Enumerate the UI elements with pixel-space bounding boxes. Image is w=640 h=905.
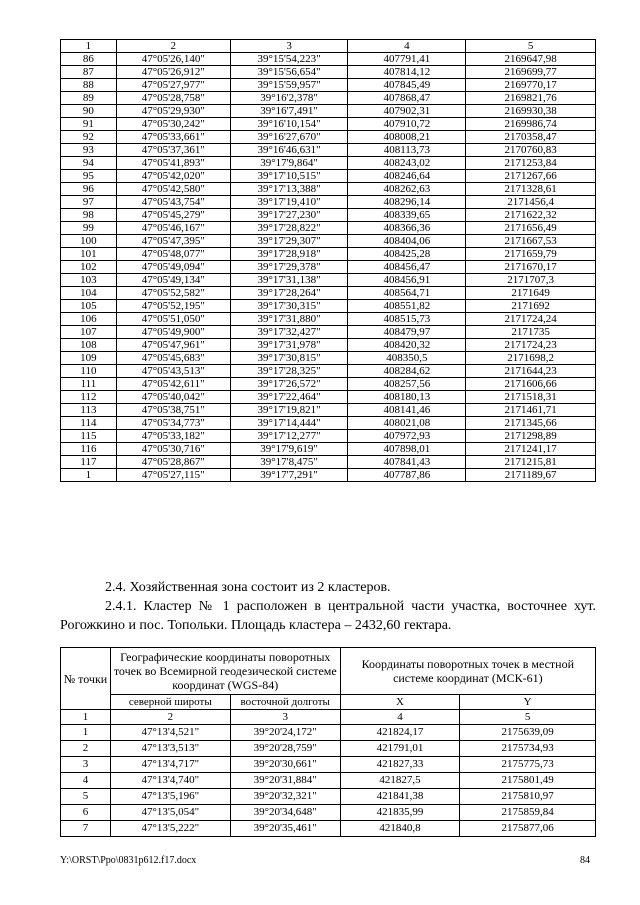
table-cell: 2171456,4	[466, 196, 596, 209]
table-cell: 2169647,98	[466, 53, 596, 66]
table-cell: 2175775,73	[460, 757, 596, 773]
table-cell: 39°20'32,321"	[230, 789, 340, 805]
table-cell: 39°16'10,154"	[230, 118, 348, 131]
table-cell: 91	[61, 118, 117, 131]
table-row	[61, 365, 596, 378]
table-row	[61, 209, 596, 222]
table-cell: 408113,73	[348, 144, 466, 157]
table-cell: 421827,5	[340, 773, 460, 789]
table-cell: 47°05'43,513"	[116, 365, 230, 378]
table-cell: 100	[61, 235, 117, 248]
table-cell: 421791,01	[340, 741, 460, 757]
x-header: X	[340, 695, 460, 710]
table-row	[61, 118, 596, 131]
table-cell: 2171692	[466, 300, 596, 313]
table-cell: 39°17'7,291"	[230, 469, 348, 482]
table-cell: 408564,71	[348, 287, 466, 300]
table-cell: 407787,86	[348, 469, 466, 482]
table-cell: 87	[61, 66, 117, 79]
table-cell: 39°17'14,444"	[230, 417, 348, 430]
col-number-header: 2	[116, 40, 230, 53]
table-cell: 408243,02	[348, 157, 466, 170]
table-row	[61, 404, 596, 417]
table-row	[61, 326, 596, 339]
table-cell: 47°05'42,611"	[116, 378, 230, 391]
table-cell: 2171215,81	[466, 456, 596, 469]
table-cell: 2171461,71	[466, 404, 596, 417]
table-cell: 47°05'52,582"	[116, 287, 230, 300]
table-cell: 47°13'5,222"	[110, 821, 230, 837]
table-cell: 6	[61, 805, 111, 821]
table-cell: 47°05'49,134"	[116, 274, 230, 287]
table-cell: 47°05'34,773"	[116, 417, 230, 430]
col-number-header: 1	[61, 710, 111, 725]
table-cell: 39°20'31,884"	[230, 773, 340, 789]
table-row	[61, 741, 596, 757]
table-cell: 89	[61, 92, 117, 105]
table-cell: 47°05'28,867"	[116, 456, 230, 469]
table-cell: 39°17'12,277"	[230, 430, 348, 443]
table-cell: 2171241,17	[466, 443, 596, 456]
table-row	[61, 443, 596, 456]
table-cell: 47°05'52,195"	[116, 300, 230, 313]
table-cell: 2169821,76	[466, 92, 596, 105]
table-cell: 47°05'33,661"	[116, 131, 230, 144]
table-cell: 39°20'24,172"	[230, 725, 340, 741]
table-row	[61, 300, 596, 313]
table-row	[61, 79, 596, 92]
table-cell: 1	[61, 725, 111, 741]
table-cell: 421841,38	[340, 789, 460, 805]
table-cell: 39°17'10,515"	[230, 170, 348, 183]
table-cell: 2170760,83	[466, 144, 596, 157]
table-cell: 47°05'27,977"	[116, 79, 230, 92]
table-cell: 47°13'3,513"	[110, 741, 230, 757]
table-cell: 408296,14	[348, 196, 466, 209]
table-cell: 408257,56	[348, 378, 466, 391]
table-cell: 2171345,66	[466, 417, 596, 430]
table-cell: 408350,5	[348, 352, 466, 365]
table-cell: 2171724,23	[466, 339, 596, 352]
table-cell: 408021,08	[348, 417, 466, 430]
table-cell: 47°05'49,900"	[116, 326, 230, 339]
table-cell: 90	[61, 105, 117, 118]
table-cell: 2171656,49	[466, 222, 596, 235]
table-cell: 47°05'40,042"	[116, 391, 230, 404]
table-cell: 2175734,93	[460, 741, 596, 757]
table-row	[61, 773, 596, 789]
table-row	[61, 222, 596, 235]
table-cell: 407910,72	[348, 118, 466, 131]
table-cell: 47°05'26,912"	[116, 66, 230, 79]
table-cell: 92	[61, 131, 117, 144]
table-cell: 421824,17	[340, 725, 460, 741]
y-header: Y	[460, 695, 596, 710]
table-cell: 47°05'41,893"	[116, 157, 230, 170]
table-cell: 408339,65	[348, 209, 466, 222]
table-cell: 47°05'47,395"	[116, 235, 230, 248]
col-number-header: 5	[460, 710, 596, 725]
table-cell: 47°05'45,279"	[116, 209, 230, 222]
table-row	[61, 105, 596, 118]
table-cell: 47°13'4,521"	[110, 725, 230, 741]
table-cell: 2171735	[466, 326, 596, 339]
table-cell: 39°17'30,315"	[230, 300, 348, 313]
table-cell: 99	[61, 222, 117, 235]
table-cell: 1	[61, 469, 117, 482]
table-row	[61, 183, 596, 196]
table-cell: 4	[61, 773, 111, 789]
table-row	[61, 391, 596, 404]
col-number-header: 2	[110, 710, 230, 725]
table-row	[61, 53, 596, 66]
cluster-1-coordinates-table	[60, 647, 596, 837]
table-cell: 2171667,53	[466, 235, 596, 248]
col-number-header: 1	[61, 40, 117, 53]
table-cell: 39°16'27,670"	[230, 131, 348, 144]
table-cell: 110	[61, 365, 117, 378]
table-cell: 39°17'19,821"	[230, 404, 348, 417]
geo-coords-header: Географические координаты поворотных точек во Всемирной геодезической системе координат (WGS-84)	[110, 648, 340, 695]
table-cell: 39°17'30,815"	[230, 352, 348, 365]
table-cell: 2171644,23	[466, 365, 596, 378]
table-cell: 407845,49	[348, 79, 466, 92]
table-cell: 47°05'42,580"	[116, 183, 230, 196]
table-cell: 39°17'27,230"	[230, 209, 348, 222]
table-cell: 47°05'43,754"	[116, 196, 230, 209]
table-cell: 47°05'47,961"	[116, 339, 230, 352]
table-cell: 39°17'29,378"	[230, 261, 348, 274]
table-cell: 408366,36	[348, 222, 466, 235]
table-cell: 94	[61, 157, 117, 170]
table-cell: 115	[61, 430, 117, 443]
col-number-header: 3	[230, 40, 348, 53]
table-cell: 39°17'28,822"	[230, 222, 348, 235]
table-cell: 407814,12	[348, 66, 466, 79]
table-cell: 2175639,09	[460, 725, 596, 741]
table-header-row	[61, 40, 596, 53]
table-row	[61, 352, 596, 365]
table-row	[61, 757, 596, 773]
table-cell: 39°20'28,759"	[230, 741, 340, 757]
table-cell: 2171253,84	[466, 157, 596, 170]
table-cell: 2175801,49	[460, 773, 596, 789]
table-cell: 47°05'30,242"	[116, 118, 230, 131]
table-cell: 39°17'22,464"	[230, 391, 348, 404]
table-cell: 47°13'5,054"	[110, 805, 230, 821]
table-cell: 106	[61, 313, 117, 326]
table-cell: 39°20'30,661"	[230, 757, 340, 773]
table-cell: 39°16'7,491"	[230, 105, 348, 118]
table-cell: 421840,8	[340, 821, 460, 837]
table-cell: 2171518,31	[466, 391, 596, 404]
table-cell: 88	[61, 79, 117, 92]
table-cell: 2171298,89	[466, 430, 596, 443]
table-cell: 408479,97	[348, 326, 466, 339]
table-cell: 2169930,38	[466, 105, 596, 118]
table-row	[61, 261, 596, 274]
section-2-4-text: 2.4. Хозяйственная зона состоит из 2 кластеров.	[105, 580, 391, 595]
footer-file-path: Y:\ORST\Ppo\0831p612.f17.docx	[60, 855, 197, 866]
table-cell: 39°17'19,410"	[230, 196, 348, 209]
table-cell: 47°05'33,182"	[116, 430, 230, 443]
table-cell: 47°05'38,751"	[116, 404, 230, 417]
table-cell: 39°17'26,572"	[230, 378, 348, 391]
table-row	[61, 821, 596, 837]
table-cell: 39°15'56,654"	[230, 66, 348, 79]
table-cell: 47°05'49,094"	[116, 261, 230, 274]
col-number-header: 4	[340, 710, 460, 725]
table-cell: 112	[61, 391, 117, 404]
table-cell: 47°05'27,115"	[116, 469, 230, 482]
table-row	[61, 144, 596, 157]
table-row	[61, 157, 596, 170]
table-cell: 2171189,67	[466, 469, 596, 482]
table-row	[61, 66, 596, 79]
table-cell: 407791,41	[348, 53, 466, 66]
table-cell: 2169699,77	[466, 66, 596, 79]
table-cell: 97	[61, 196, 117, 209]
table-cell: 47°13'4,740"	[110, 773, 230, 789]
table-cell: 111	[61, 378, 117, 391]
table-cell: 407972,93	[348, 430, 466, 443]
table-cell: 47°05'51,050"	[116, 313, 230, 326]
table-cell: 2175877,06	[460, 821, 596, 837]
table-row	[61, 417, 596, 430]
table-row	[61, 248, 596, 261]
table-cell: 407868,47	[348, 92, 466, 105]
table-cell: 39°17'31,880"	[230, 313, 348, 326]
table-cell: 408246,64	[348, 170, 466, 183]
table-cell: 2171659,79	[466, 248, 596, 261]
table-cell: 421827,33	[340, 757, 460, 773]
table-cell: 47°05'46,167"	[116, 222, 230, 235]
table-cell: 116	[61, 443, 117, 456]
table-row	[61, 313, 596, 326]
table-row	[61, 805, 596, 821]
table-cell: 47°13'4,717"	[110, 757, 230, 773]
table-cell: 408456,91	[348, 274, 466, 287]
table-row	[61, 196, 596, 209]
table-row	[61, 235, 596, 248]
table-row	[61, 725, 596, 741]
local-coords-header: Координаты поворотных точек в местной системе координат (МСК-61)	[340, 648, 595, 695]
longitude-header: восточной долготы	[230, 695, 340, 710]
table-cell: 3	[61, 757, 111, 773]
table-cell: 2175810,97	[460, 789, 596, 805]
table-row	[61, 92, 596, 105]
table-cell: 2171670,17	[466, 261, 596, 274]
table-cell: 47°05'28,758"	[116, 92, 230, 105]
table-cell: 39°17'28,325"	[230, 365, 348, 378]
table-cell: 103	[61, 274, 117, 287]
table-row	[61, 469, 596, 482]
table-cell: 105	[61, 300, 117, 313]
table-cell: 39°17'32,427"	[230, 326, 348, 339]
table-cell: 421835,99	[340, 805, 460, 821]
table-cell: 47°05'48,077"	[116, 248, 230, 261]
table-row	[61, 170, 596, 183]
table-cell: 2171328,61	[466, 183, 596, 196]
point-number-header: № точки	[61, 648, 111, 710]
col-number-header: 4	[348, 40, 466, 53]
table-cell: 39°17'29,307"	[230, 235, 348, 248]
table-cell: 39°15'59,957"	[230, 79, 348, 92]
table-cell: 39°15'54,223"	[230, 53, 348, 66]
table-cell: 108	[61, 339, 117, 352]
section-2-4-1-text: 2.4.1. Кластер № 1 расположен в центральной части участка, восточнее хут. Рогожкино и пос. Топольки. Площадь кластера – 2432,60 гектара.	[60, 599, 596, 633]
table-cell: 47°13'5,196"	[110, 789, 230, 805]
table-cell: 2	[61, 741, 111, 757]
table-cell: 2169770,17	[466, 79, 596, 92]
table-cell: 101	[61, 248, 117, 261]
table-cell: 117	[61, 456, 117, 469]
table-cell: 47°05'37,361"	[116, 144, 230, 157]
table-cell: 107	[61, 326, 117, 339]
table-cell: 5	[61, 789, 111, 805]
table-cell: 39°17'31,138"	[230, 274, 348, 287]
table-cell: 39°20'35,461"	[230, 821, 340, 837]
table-row	[61, 378, 596, 391]
table-cell: 109	[61, 352, 117, 365]
table-row	[61, 430, 596, 443]
table-cell: 86	[61, 53, 117, 66]
table-cell: 95	[61, 170, 117, 183]
table-cell: 408425,28	[348, 248, 466, 261]
table-cell: 408141,46	[348, 404, 466, 417]
table-cell: 39°17'9,864"	[230, 157, 348, 170]
table-cell: 114	[61, 417, 117, 430]
table-cell: 39°20'34,648"	[230, 805, 340, 821]
table-cell: 39°16'46,631"	[230, 144, 348, 157]
table-cell: 96	[61, 183, 117, 196]
table-cell: 2175859,84	[460, 805, 596, 821]
table-cell: 2171724,24	[466, 313, 596, 326]
table-cell: 39°17'9,619"	[230, 443, 348, 456]
page-number: 84	[580, 855, 590, 866]
table-cell: 93	[61, 144, 117, 157]
table-cell: 39°17'31,978"	[230, 339, 348, 352]
table-cell: 408456,47	[348, 261, 466, 274]
table-cell: 113	[61, 404, 117, 417]
table-cell: 102	[61, 261, 117, 274]
table-row	[61, 339, 596, 352]
table-cell: 2171622,32	[466, 209, 596, 222]
table-cell: 408262,63	[348, 183, 466, 196]
table-cell: 2171606,66	[466, 378, 596, 391]
table-cell: 408008,21	[348, 131, 466, 144]
table-row	[61, 131, 596, 144]
table-cell: 39°17'13,388"	[230, 183, 348, 196]
table-cell: 408284,62	[348, 365, 466, 378]
table-cell: 2171698,2	[466, 352, 596, 365]
table-cell: 39°16'2,378"	[230, 92, 348, 105]
table-cell: 47°05'29,930"	[116, 105, 230, 118]
table-row	[61, 456, 596, 469]
table-cell: 98	[61, 209, 117, 222]
table-cell: 408404,06	[348, 235, 466, 248]
table-cell: 407902,31	[348, 105, 466, 118]
table-cell: 2171267,66	[466, 170, 596, 183]
table-cell: 7	[61, 821, 111, 837]
table-cell: 47°05'26,140"	[116, 53, 230, 66]
table-cell: 408551,82	[348, 300, 466, 313]
col-number-header: 5	[466, 40, 596, 53]
table-cell: 2171707,3	[466, 274, 596, 287]
table-cell: 47°05'45,683"	[116, 352, 230, 365]
table-cell: 104	[61, 287, 117, 300]
col-number-header: 3	[230, 710, 340, 725]
table-cell: 408515,73	[348, 313, 466, 326]
latitude-header: северной широты	[110, 695, 230, 710]
table-cell: 39°17'28,918"	[230, 248, 348, 261]
table-cell: 47°05'30,716"	[116, 443, 230, 456]
table-cell: 2171649	[466, 287, 596, 300]
table-row	[61, 789, 596, 805]
table-row	[61, 287, 596, 300]
table-cell: 2170358,47	[466, 131, 596, 144]
table-cell: 39°17'28,264"	[230, 287, 348, 300]
table-cell: 407898,01	[348, 443, 466, 456]
table-header-row	[61, 710, 596, 725]
table-row	[61, 274, 596, 287]
table-cell: 408420,32	[348, 339, 466, 352]
coordinates-table-continued	[60, 39, 596, 482]
table-cell: 2169986,74	[466, 118, 596, 131]
table-cell: 408180,13	[348, 391, 466, 404]
table-cell: 39°17'8,475"	[230, 456, 348, 469]
table-cell: 47°05'42,020"	[116, 170, 230, 183]
table-cell: 407841,43	[348, 456, 466, 469]
